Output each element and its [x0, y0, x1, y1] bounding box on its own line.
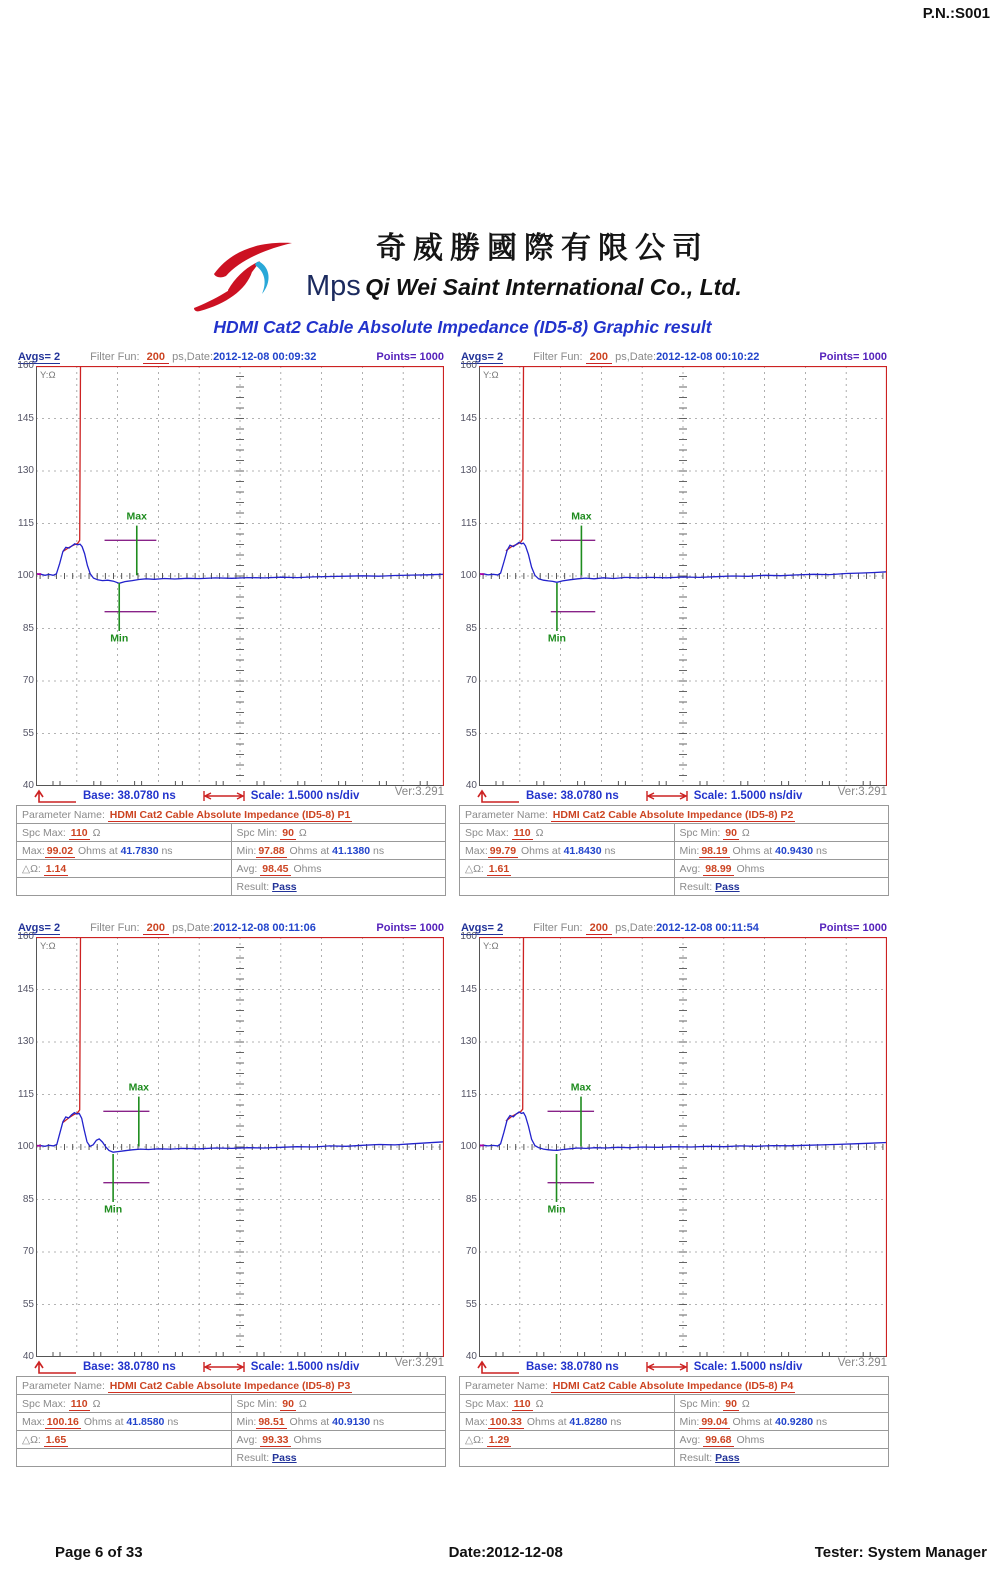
min-label: Min: — [679, 844, 700, 857]
chart-panel — [459, 922, 889, 1467]
filter-fun-label: Filter Fun: — [90, 922, 140, 934]
param-value: HDMI Cat2 Cable Absolute Impedance (ID5-8) P1 — [109, 808, 351, 821]
spc-min-label: Spc Min: — [236, 1397, 278, 1410]
spc-min-unit: Ω — [741, 1397, 750, 1410]
table-row — [17, 878, 446, 896]
max-time-value: 41.8430 — [563, 844, 602, 857]
page-number: Page 6 of 33 — [55, 1544, 143, 1561]
ps-date-label: ps,Date: — [172, 922, 214, 934]
y-tick-label: 85 — [22, 1193, 34, 1205]
spc-max-label: Spc Max: — [465, 1397, 509, 1410]
delta-label: △Ω: — [22, 1433, 41, 1446]
base-scale-row — [16, 1357, 446, 1376]
spc-max-value: 110 — [513, 826, 531, 839]
chart-area — [16, 360, 446, 791]
y-tick-label: 55 — [22, 727, 34, 739]
y-axis-labels — [16, 360, 36, 791]
max-ohms-value: 99.79 — [489, 844, 517, 857]
scale-value: 1.5000 ns/div — [287, 1360, 360, 1373]
filter-fun-label: Filter Fun: — [533, 351, 583, 363]
table-row: △Ω: 1.61 Avg: 98.99 Ohms — [460, 860, 889, 878]
chart-grid — [16, 351, 889, 1467]
delta-value: 1.29 — [488, 1433, 510, 1446]
base-scale-row — [16, 786, 446, 805]
result-label: Result: — [679, 880, 713, 893]
result-value: Pass — [272, 1451, 297, 1464]
part-number: P.N.:S001 — [922, 5, 990, 22]
filter-date-group — [533, 922, 759, 934]
avg-value: 99.33 — [262, 1433, 289, 1446]
table-row: Max: 100.16 Ohms at 41.8580 ns Min: 98.51 Ohms at 40.9130 ns — [17, 1413, 446, 1431]
base-arrow-icon — [32, 1359, 78, 1375]
y-tick-label: 40 — [22, 1351, 34, 1362]
scale-value: 1.5000 ns/div — [730, 1360, 803, 1373]
avgs-label: Avgs= 2 — [461, 922, 504, 934]
y-tick-label: 160 — [17, 360, 34, 371]
y-tick-label: 70 — [22, 1246, 34, 1257]
min-label: Min: — [236, 844, 257, 857]
points-label: Points= 1000 — [376, 922, 444, 934]
chart-area — [16, 931, 446, 1362]
y-tick-label: 160 — [17, 931, 34, 942]
spc-max-value: 110 — [513, 1397, 531, 1410]
impedance-plot — [479, 366, 887, 786]
table-row — [17, 1377, 446, 1395]
chart-header — [16, 922, 446, 937]
param-value: HDMI Cat2 Cable Absolute Impedance (ID5-8) P3 — [109, 1379, 351, 1392]
spc-min-unit: Ω — [298, 1397, 307, 1410]
table-row — [17, 806, 446, 824]
y-tick-label: 70 — [465, 675, 477, 686]
result-value: Pass — [715, 880, 740, 893]
table-row — [460, 824, 889, 842]
spc-max-value: 110 — [70, 826, 88, 839]
max-label: Max: — [22, 844, 45, 857]
y-tick-label: 85 — [465, 1193, 477, 1205]
max-time-value: 41.8280 — [569, 1415, 608, 1428]
avgs-label: Avgs= 2 — [461, 351, 504, 363]
y-tick-label: 115 — [461, 1088, 477, 1100]
y-tick-label: 130 — [460, 1036, 477, 1047]
impedance-plot — [479, 937, 887, 1357]
filter-date-group — [90, 351, 316, 363]
empty-cell — [460, 1449, 675, 1467]
empty-cell — [17, 878, 232, 896]
result-table — [16, 805, 446, 896]
chart-header — [459, 922, 889, 937]
version-label: Ver:3.291 — [837, 786, 887, 798]
result-value: Pass — [272, 880, 297, 893]
scale-arrow-icon — [202, 1360, 246, 1374]
param-value: HDMI Cat2 Cable Absolute Impedance (ID5-8) P4 — [552, 1379, 794, 1392]
y-tick-label: 85 — [465, 622, 477, 634]
table-row: Max: 100.33 Ohms at 41.8280 ns Min: 99.04 Ohms at 40.9280 ns — [460, 1413, 889, 1431]
company-name-english — [306, 270, 742, 303]
base-text: Base: 38.0780 ns — [83, 789, 176, 802]
measure-datetime: 2012-12-08 00:11:06 — [213, 922, 316, 934]
min-ohms-value: 98.51 — [258, 1415, 285, 1428]
delta-label: △Ω: — [465, 862, 484, 875]
scale-text: Scale: 1.5000 ns/div — [250, 789, 360, 802]
y-tick-label: 130 — [460, 465, 477, 476]
spc-max-label: Spc Max: — [22, 1397, 66, 1410]
base-value: 38.0780 ns — [117, 1360, 176, 1373]
result-table — [16, 1376, 446, 1467]
spc-min-label: Spc Min: — [679, 826, 721, 839]
chart-header — [16, 351, 446, 366]
base-value: 38.0780 ns — [560, 789, 619, 802]
y-tick-label: 130 — [17, 1036, 34, 1047]
y-tick-label: 115 — [18, 1088, 34, 1100]
max-time-value: 41.8580 — [126, 1415, 165, 1428]
y-tick-label: 55 — [465, 727, 477, 739]
avgs-label: Avgs= 2 — [18, 351, 61, 363]
result-label: Result: — [236, 1451, 270, 1464]
ps-date-label: ps,Date: — [615, 351, 657, 363]
delta-value: 1.61 — [488, 862, 510, 875]
svg-text:Y:Ω: Y:Ω — [40, 941, 56, 952]
scale-text: Scale: 1.5000 ns/div — [250, 1360, 360, 1373]
max-ohms-value: 100.16 — [46, 1415, 79, 1428]
param-label: Parameter Name: — [22, 808, 105, 821]
spc-min-unit: Ω — [298, 826, 307, 839]
spc-min-label: Spc Min: — [236, 826, 278, 839]
svg-text:Y:Ω: Y:Ω — [483, 941, 499, 952]
y-axis-labels — [16, 931, 36, 1362]
max-label: Max: — [465, 1415, 488, 1428]
param-label: Parameter Name: — [465, 1379, 548, 1392]
table-row — [460, 1377, 889, 1395]
y-tick-label: 40 — [465, 780, 477, 791]
svg-text:Min: Min — [547, 632, 566, 645]
avg-value: 98.99 — [705, 862, 732, 875]
filter-fun-value: 200 — [143, 922, 169, 935]
max-ohms-value: 100.33 — [489, 1415, 522, 1428]
filter-date-group — [90, 922, 316, 934]
y-tick-label: 55 — [465, 1298, 477, 1310]
base-text: Base: 38.0780 ns — [526, 789, 619, 802]
delta-label: △Ω: — [465, 1433, 484, 1446]
filter-fun-value: 200 — [143, 351, 169, 364]
base-text: Base: 38.0780 ns — [83, 1360, 176, 1373]
base-arrow-icon — [475, 1359, 521, 1375]
version-label: Ver:3.291 — [394, 786, 444, 798]
spc-max-value: 110 — [70, 1397, 88, 1410]
svg-text:Max: Max — [126, 510, 147, 523]
max-ohms-value: 99.02 — [46, 844, 74, 857]
y-axis-labels — [459, 360, 479, 791]
min-time-value: 40.9130 — [332, 1415, 371, 1428]
empty-cell — [17, 1449, 232, 1467]
avgs-label: Avgs= 2 — [18, 922, 61, 934]
spc-max-unit: Ω — [92, 1397, 101, 1410]
result-table — [459, 805, 889, 896]
chart-area — [459, 931, 889, 1362]
result-label: Result: — [679, 1451, 713, 1464]
base-arrow-icon — [32, 788, 78, 804]
y-tick-label: 145 — [460, 412, 477, 424]
measure-datetime: 2012-12-08 00:09:32 — [213, 351, 317, 363]
chart-panel — [459, 351, 889, 896]
result-value: Pass — [715, 1451, 740, 1464]
y-tick-label: 40 — [465, 1351, 477, 1362]
spc-min-label: Spc Min: — [679, 1397, 721, 1410]
min-label: Min: — [679, 1415, 700, 1428]
param-label: Parameter Name: — [22, 1379, 105, 1392]
table-row: Max: 99.02 Ohms at 41.7830 ns Min: 97.88 Ohms at 41.1380 ns — [17, 842, 446, 860]
y-tick-label: 100 — [17, 1141, 34, 1152]
min-time-value: 41.1380 — [332, 844, 371, 857]
spc-min-unit: Ω — [741, 826, 750, 839]
max-time-value: 41.7830 — [120, 844, 159, 857]
base-scale-row — [459, 786, 889, 805]
footer-tester: Tester: System Manager — [814, 1544, 987, 1561]
y-tick-label: 160 — [460, 360, 477, 371]
footer-date: Date:2012-12-08 — [448, 1544, 563, 1561]
table-row — [460, 806, 889, 824]
base-scale-row — [459, 1357, 889, 1376]
report-title: HDMI Cat2 Cable Absolute Impedance (ID5-8) Graphic result — [213, 317, 712, 337]
chart-area — [459, 360, 889, 791]
y-tick-label: 130 — [17, 465, 34, 476]
max-label: Max: — [465, 844, 488, 857]
base-value: 38.0780 ns — [117, 789, 176, 802]
table-row — [460, 878, 889, 896]
table-row: △Ω: 1.29 Avg: 99.68 Ohms — [460, 1431, 889, 1449]
measure-datetime: 2012-12-08 00:10:22 — [656, 351, 760, 363]
table-row — [17, 824, 446, 842]
y-tick-label: 70 — [465, 1246, 477, 1257]
y-tick-label: 145 — [17, 412, 34, 424]
scale-value: 1.5000 ns/div — [287, 789, 360, 802]
avg-value: 98.45 — [262, 862, 289, 875]
y-tick-label: 85 — [22, 622, 34, 634]
spc-min-value: 90 — [282, 1397, 294, 1410]
table-row — [460, 1449, 889, 1467]
table-row — [17, 1395, 446, 1413]
spc-max-unit: Ω — [92, 826, 101, 839]
param-value: HDMI Cat2 Cable Absolute Impedance (ID5-8) P2 — [552, 808, 794, 821]
max-label: Max: — [22, 1415, 45, 1428]
filter-fun-value: 200 — [586, 922, 612, 935]
result-table — [459, 1376, 889, 1467]
company-name-chinese: 奇威勝國際有限公司 — [376, 231, 709, 266]
svg-text:Max: Max — [128, 1081, 150, 1094]
measure-datetime: 2012-12-08 00:11:54 — [656, 922, 759, 934]
spc-max-label: Spc Max: — [22, 826, 66, 839]
ps-date-label: ps,Date: — [172, 351, 214, 363]
chart-panel — [16, 351, 446, 896]
delta-value: 1.14 — [45, 862, 67, 875]
y-tick-label: 100 — [460, 570, 477, 581]
y-tick-label: 145 — [17, 983, 34, 995]
base-value: 38.0780 ns — [560, 1360, 619, 1373]
y-tick-label: 100 — [460, 1141, 477, 1152]
svg-text:Max: Max — [570, 1081, 592, 1094]
table-row: △Ω: 1.14 Avg: 98.45 Ohms — [17, 860, 446, 878]
avg-label: Avg: — [236, 1433, 258, 1446]
delta-label: △Ω: — [22, 862, 41, 875]
svg-text:Y:Ω: Y:Ω — [483, 370, 499, 381]
table-row: △Ω: 1.65 Avg: 99.33 Ohms — [17, 1431, 446, 1449]
table-row: Max: 99.79 Ohms at 41.8430 ns Min: 98.19 Ohms at 40.9430 ns — [460, 842, 889, 860]
avg-value: 99.68 — [705, 1433, 732, 1446]
spc-max-unit: Ω — [535, 1397, 544, 1410]
result-label: Result: — [236, 880, 270, 893]
scale-value: 1.5000 ns/div — [730, 789, 803, 802]
svg-text:Min: Min — [547, 1203, 566, 1216]
filter-fun-value: 200 — [586, 351, 612, 364]
impedance-plot — [36, 937, 444, 1357]
impedance-plot — [36, 366, 444, 786]
table-row — [460, 1395, 889, 1413]
chart-panel — [16, 922, 446, 1467]
filter-fun-label: Filter Fun: — [90, 351, 140, 363]
company-header — [192, 232, 742, 314]
filter-date-group — [533, 351, 759, 363]
spc-min-value: 90 — [725, 1397, 737, 1410]
y-tick-label: 70 — [22, 675, 34, 686]
param-label: Parameter Name: — [465, 808, 548, 821]
min-ohms-value: 99.04 — [701, 1415, 728, 1428]
y-tick-label: 115 — [18, 517, 34, 529]
min-label: Min: — [236, 1415, 257, 1428]
scale-text: Scale: 1.5000 ns/div — [693, 789, 803, 802]
chart-header — [459, 351, 889, 366]
min-ohms-value: 97.88 — [258, 844, 285, 857]
scale-arrow-icon — [645, 789, 689, 803]
version-label: Ver:3.291 — [394, 1357, 444, 1369]
avg-label: Avg: — [236, 862, 258, 875]
ps-date-label: ps,Date: — [615, 922, 657, 934]
mps-logo-text: Mps — [306, 270, 361, 302]
y-tick-label: 160 — [460, 931, 477, 942]
y-tick-label: 115 — [461, 517, 477, 529]
min-ohms-value: 98.19 — [701, 844, 728, 857]
svg-text:Max: Max — [571, 510, 592, 523]
version-label: Ver:3.291 — [837, 1357, 887, 1369]
spc-min-value: 90 — [282, 826, 294, 839]
filter-fun-label: Filter Fun: — [533, 922, 583, 934]
svg-text:Min: Min — [110, 632, 129, 645]
svg-text:Min: Min — [104, 1203, 123, 1216]
table-row — [17, 1449, 446, 1467]
delta-value: 1.65 — [45, 1433, 67, 1446]
scale-arrow-icon — [202, 789, 246, 803]
points-label: Points= 1000 — [376, 351, 444, 363]
avg-label: Avg: — [679, 862, 701, 875]
y-axis-labels — [459, 931, 479, 1362]
spc-max-label: Spc Max: — [465, 826, 509, 839]
points-label: Points= 1000 — [819, 351, 887, 363]
avg-label: Avg: — [679, 1433, 701, 1446]
spc-min-value: 90 — [725, 826, 737, 839]
scale-arrow-icon — [645, 1360, 689, 1374]
points-label: Points= 1000 — [819, 922, 887, 934]
svg-text:Y:Ω: Y:Ω — [40, 370, 56, 381]
base-arrow-icon — [475, 788, 521, 804]
min-time-value: 40.9280 — [775, 1415, 814, 1428]
y-tick-label: 55 — [22, 1298, 34, 1310]
empty-cell — [460, 878, 675, 896]
scale-text: Scale: 1.5000 ns/div — [693, 1360, 803, 1373]
y-tick-label: 40 — [22, 780, 34, 791]
spc-max-unit: Ω — [535, 826, 544, 839]
min-time-value: 40.9430 — [775, 844, 814, 857]
base-text: Base: 38.0780 ns — [526, 1360, 619, 1373]
company-name-text: Qi Wei Saint International Co., Ltd. — [365, 274, 742, 300]
y-tick-label: 100 — [17, 570, 34, 581]
y-tick-label: 145 — [460, 983, 477, 995]
